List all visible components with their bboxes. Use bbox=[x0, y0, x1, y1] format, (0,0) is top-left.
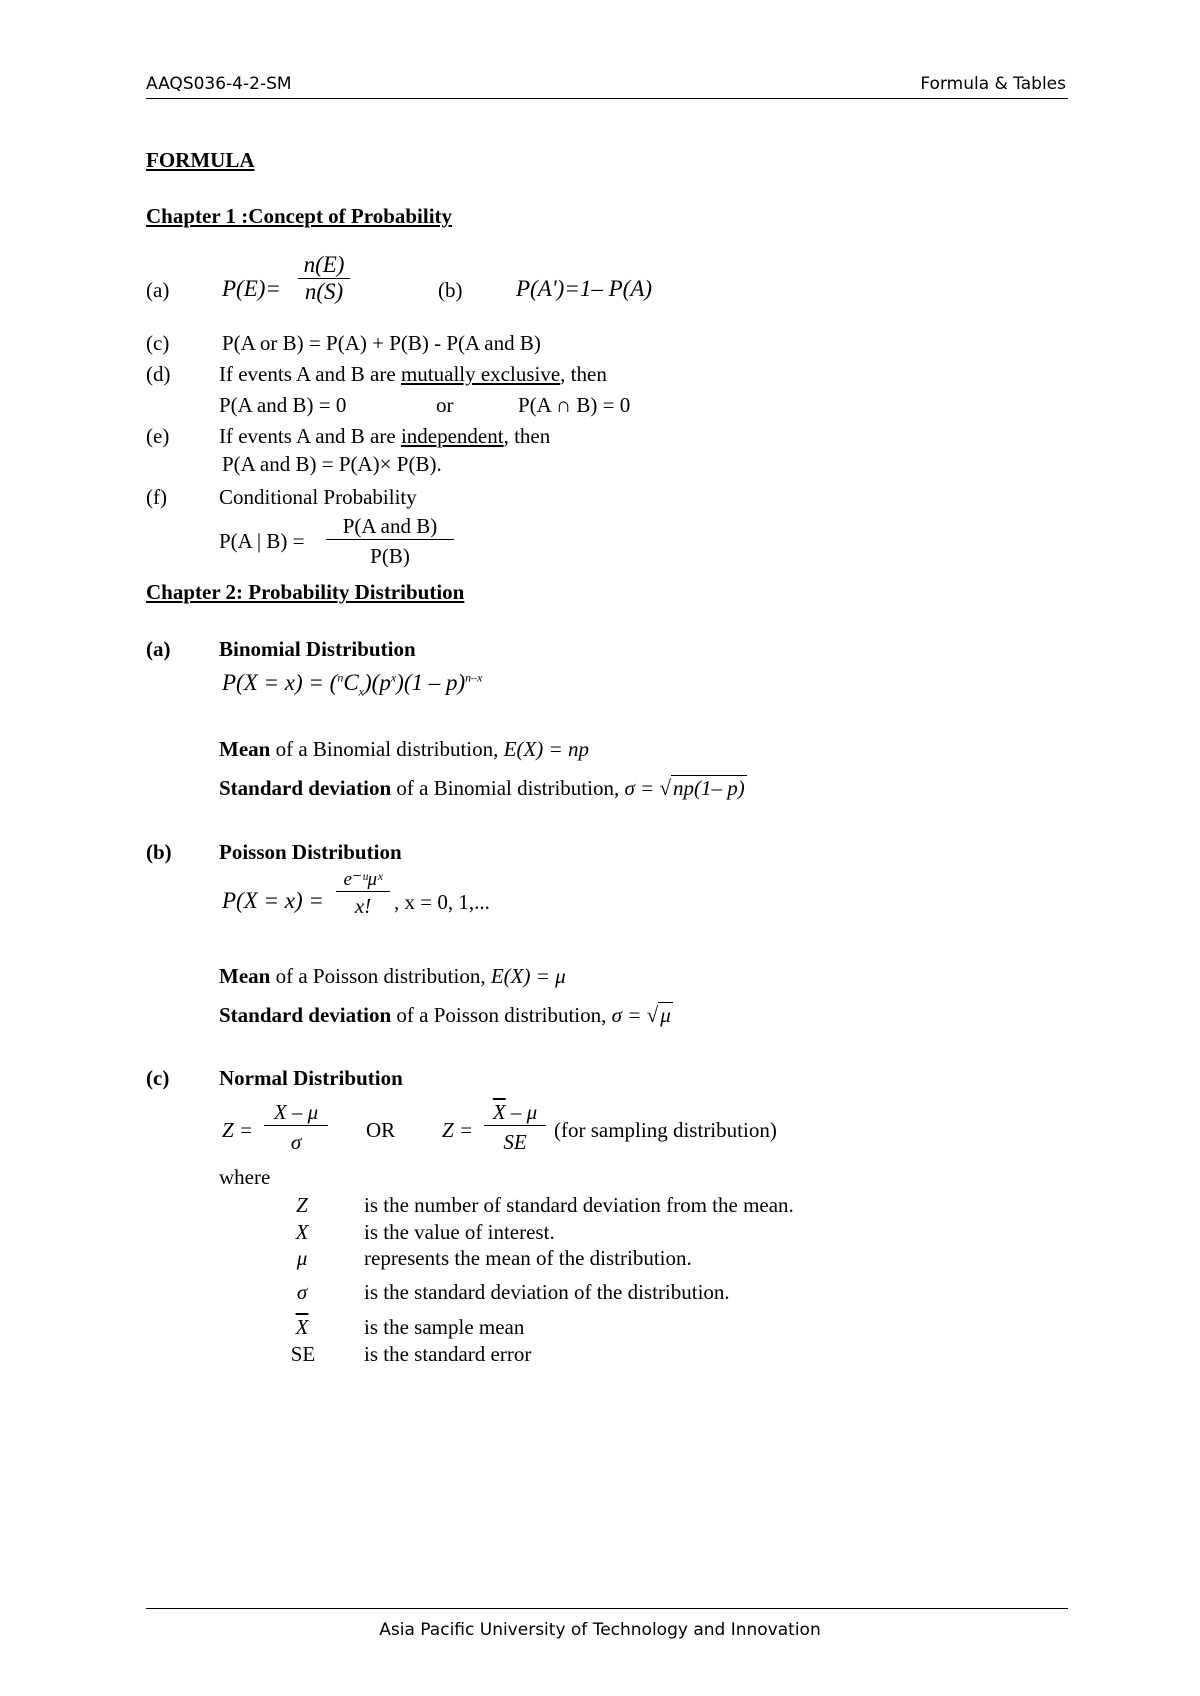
def-symbol: X bbox=[295, 1220, 309, 1244]
conditional-lhs: P(A | B) = bbox=[219, 529, 305, 553]
def-symbol: σ bbox=[296, 1280, 308, 1304]
conditional-denominator: P(B) bbox=[370, 544, 410, 568]
chapter2-heading: Chapter 2: Probability Distribution bbox=[146, 580, 465, 604]
item-e-label: (e) bbox=[146, 424, 170, 448]
chapter1-heading: Chapter 1 :Concept of Probability bbox=[146, 204, 453, 228]
or-divider: OR bbox=[366, 1118, 396, 1142]
item-d-label: (d) bbox=[146, 362, 171, 386]
prob-e-denominator: n(S) bbox=[304, 279, 344, 304]
where-label: where bbox=[219, 1165, 271, 1189]
prob-e-lhs: P(E)= bbox=[222, 276, 281, 301]
addition-rule: P(A or B) = P(A) + P(B) - P(A and B) bbox=[222, 331, 541, 355]
binomial-title: Binomial Distribution bbox=[219, 637, 416, 661]
z-score-denominator: σ bbox=[290, 1130, 302, 1154]
prob-e-numerator: n(E) bbox=[303, 252, 345, 277]
mutually-exclusive-f2: P(A ∩ B) = 0 bbox=[518, 393, 631, 417]
z-sampling-numerator: $\overline{X}$ – μ bbox=[492, 1100, 538, 1124]
page-title: FORMULA bbox=[146, 148, 255, 172]
def-description: is the sample mean bbox=[364, 1315, 525, 1339]
binomial-sd: Standard deviation of a Binomial distribution, σ = √np(1– p) bbox=[219, 776, 745, 800]
footer-rule bbox=[146, 1608, 1068, 1609]
multiplication-rule: P(A and B) = P(A)× P(B). bbox=[222, 452, 442, 476]
item-c-label: (c) bbox=[146, 331, 170, 355]
def-symbol: SE bbox=[290, 1342, 316, 1366]
poisson-pmf-lhs: P(X = x) = bbox=[222, 888, 324, 913]
def-symbol: $\overline{X}$ bbox=[295, 1315, 309, 1339]
poisson-label: (b) bbox=[146, 840, 172, 864]
complement-formula: P(A')=1– P(A) bbox=[516, 276, 653, 301]
mutually-exclusive-f1: P(A and B) = 0 bbox=[219, 393, 347, 417]
z-sampling-fraction bbox=[484, 1100, 546, 1155]
doc-code: AAQS036-4-2-SM bbox=[146, 74, 292, 94]
footer-institution: Asia Pacific University of Technology and Innovation bbox=[379, 1620, 821, 1640]
item-b-label: (b) bbox=[438, 278, 463, 302]
binomial-pmf: $P(X = x) = (^nC_x)(p^x)(1 - p)^{n-x}$ bbox=[222, 670, 483, 699]
def-description: is the standard error bbox=[364, 1342, 532, 1366]
independent-text: If events A and B are independent, then bbox=[219, 424, 551, 448]
conditional-numerator: P(A and B) bbox=[342, 514, 438, 538]
doc-section: Formula & Tables bbox=[920, 74, 1066, 94]
prob-e-fraction bbox=[298, 252, 350, 305]
poisson-pmf-denominator: x! bbox=[354, 894, 372, 918]
mutually-exclusive-text: If events A and B are mutually exclusive, then bbox=[219, 362, 607, 386]
item-a-label: (a) bbox=[146, 278, 170, 302]
z-sampling-denominator: SE bbox=[503, 1130, 527, 1154]
conditional-title: Conditional Probability bbox=[219, 485, 417, 509]
z-score-numerator: X – μ bbox=[273, 1100, 319, 1124]
normal-label: (c) bbox=[146, 1066, 170, 1090]
z-sampling-lhs: Z = bbox=[442, 1118, 474, 1142]
header-rule bbox=[146, 98, 1068, 99]
def-description: is the number of standard deviation from the mean. bbox=[364, 1193, 794, 1217]
binomial-label: (a) bbox=[146, 637, 171, 661]
def-description: represents the mean of the distribution. bbox=[364, 1246, 692, 1270]
poisson-pmf-numerator: e⁻ᵘμˣ bbox=[343, 869, 383, 890]
z-score-lhs: Z = bbox=[222, 1118, 254, 1142]
z-score-fraction bbox=[264, 1100, 328, 1155]
item-f-label: (f) bbox=[146, 485, 167, 509]
poisson-sd: Standard deviation of a Poisson distribution, σ = √μ bbox=[219, 1003, 671, 1027]
or-label: or bbox=[436, 393, 454, 417]
binomial-mean: Mean of a Binomial distribution, E(X) = np bbox=[219, 737, 589, 761]
poisson-pmf-domain: , x = 0, 1,... bbox=[394, 890, 490, 914]
conditional-fraction bbox=[326, 514, 454, 569]
poisson-pmf-fraction bbox=[336, 868, 390, 919]
normal-title: Normal Distribution bbox=[219, 1066, 403, 1090]
sampling-note: (for sampling distribution) bbox=[554, 1118, 777, 1142]
poisson-mean: Mean of a Poisson distribution, E(X) = μ bbox=[219, 964, 566, 988]
def-description: is the value of interest. bbox=[364, 1220, 555, 1244]
poisson-title: Poisson Distribution bbox=[219, 840, 402, 864]
def-symbol: Z bbox=[296, 1193, 308, 1217]
def-description: is the standard deviation of the distribution. bbox=[364, 1280, 730, 1304]
def-symbol: μ bbox=[296, 1246, 308, 1270]
